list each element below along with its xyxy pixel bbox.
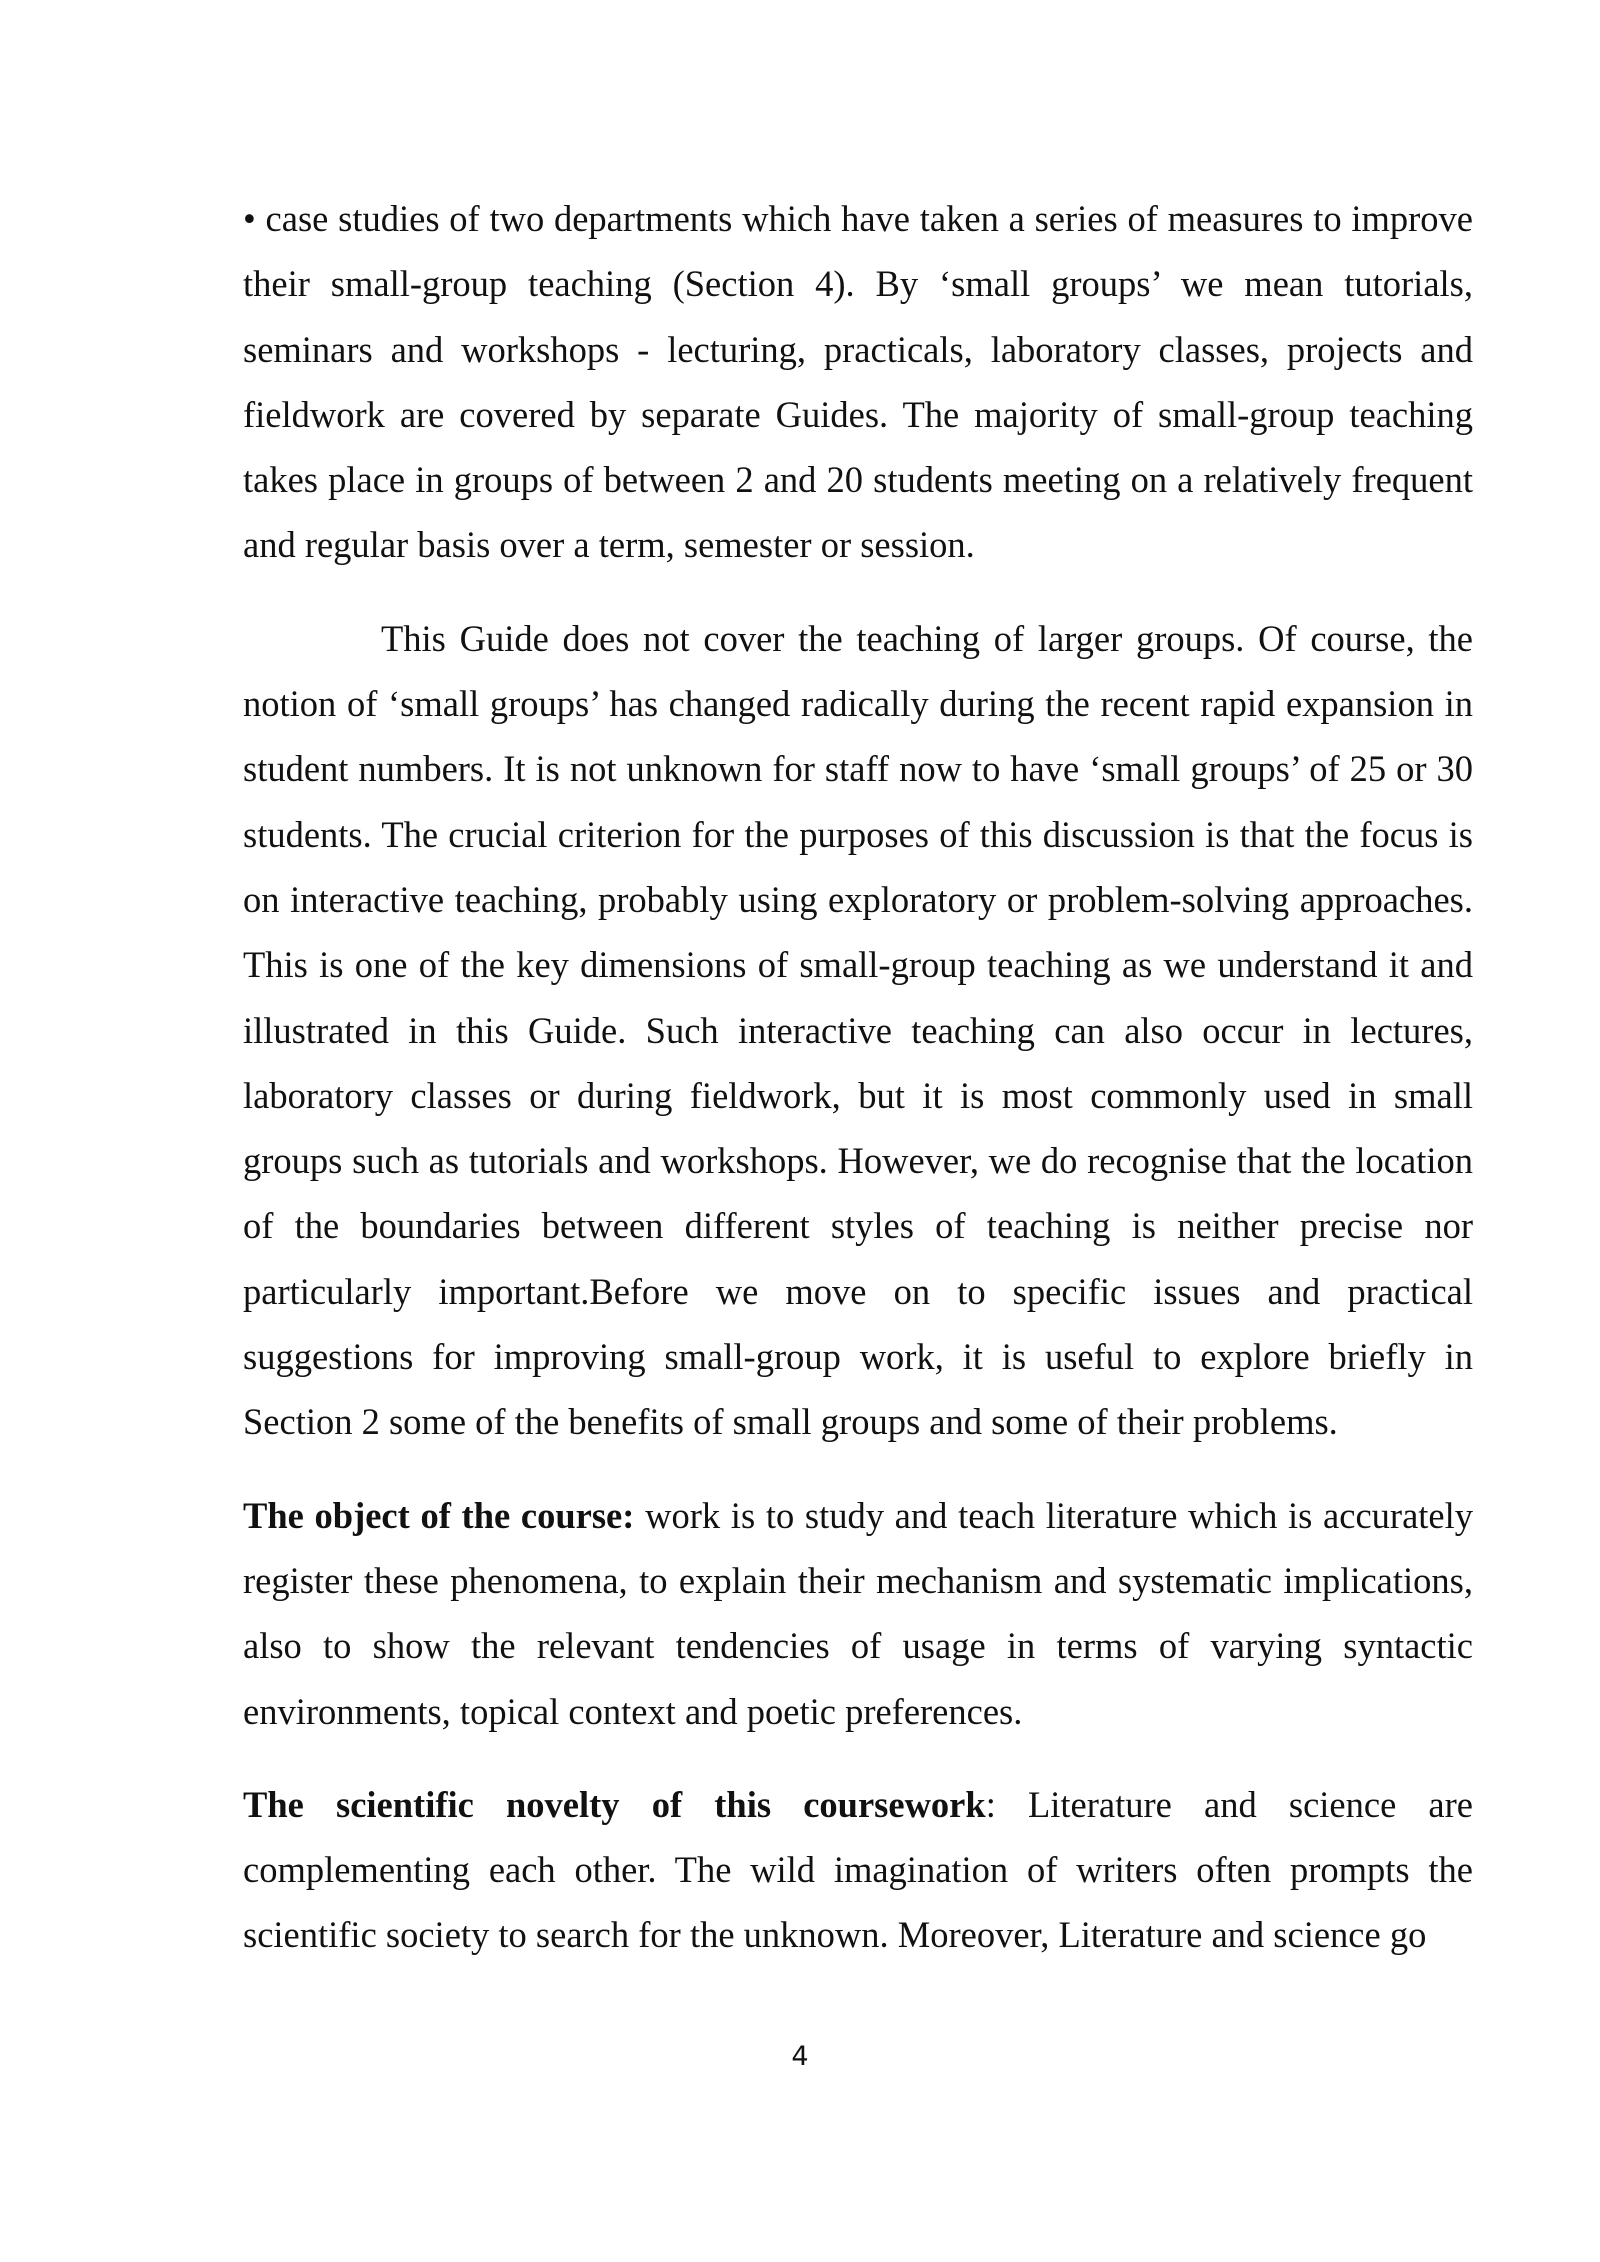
- paragraph-course-object: [243, 1483, 1473, 1744]
- paragraph-case-studies: • case studies of two departments which have taken a series of measures to improve their small-group teaching (Section 4). By ‘small groups’ we mean tutorials, seminars and workshops - lecturing, practicals, laboratory classes, projects and fieldwork are covered by separate Guides. The majority of small-group teaching takes place in groups of between 2 and 20 students meeting on a relatively frequent and regular basis over a term, semester or session.: [243, 198, 1473, 566]
- document-page: [243, 186, 1473, 1968]
- scientific-novelty-heading: The scientific novelty of this coursework: [243, 1783, 986, 1825]
- course-object-text: work is to study and teach literature which is accurately register these phenomena, to explain their mechanism and systematic implications, also to show the relevant tendencies of usage in terms of varying syntactic environments, topical context and poetic preferences.: [243, 1494, 1473, 1732]
- paragraph-scientific-novelty: [243, 1772, 1473, 1968]
- scientific-novelty-text: : Literature and science are complementing each other. The wild imagination of writers often prompts the scientific society to search for the unknown. Moreover, Literature and science go: [243, 1783, 1473, 1956]
- page-number: 4: [791, 2041, 809, 2072]
- paragraph-larger-groups: This Guide does not cover the teaching of larger groups. Of course, the notion of ‘small groups’ has changed radically during the recent rapid expansion in student numbers. It is not unknown for staff now to have ‘small groups’ of 25 or 30 students. The crucial criterion for the purposes of this discussion is that the focus is on interactive teaching, probably using exploratory or problem-solving approaches. This is one of the key dimensions of small-group teaching as we understand it and illustrated in this Guide. Such interactive teaching can also occur in lectures, laboratory classes or during fieldwork, but it is most commonly used in small groups such as tutorials and workshops. However, we do recognise that the location of the boundaries between different styles of teaching is neither precise nor particularly important.Before we move on to specific issues and practical suggestions for improving small-group work, it is useful to explore briefly in Section 2 some of the benefits of small groups and some of their problems.: [243, 617, 1473, 1443]
- course-object-heading: The object of the course:: [243, 1494, 635, 1536]
